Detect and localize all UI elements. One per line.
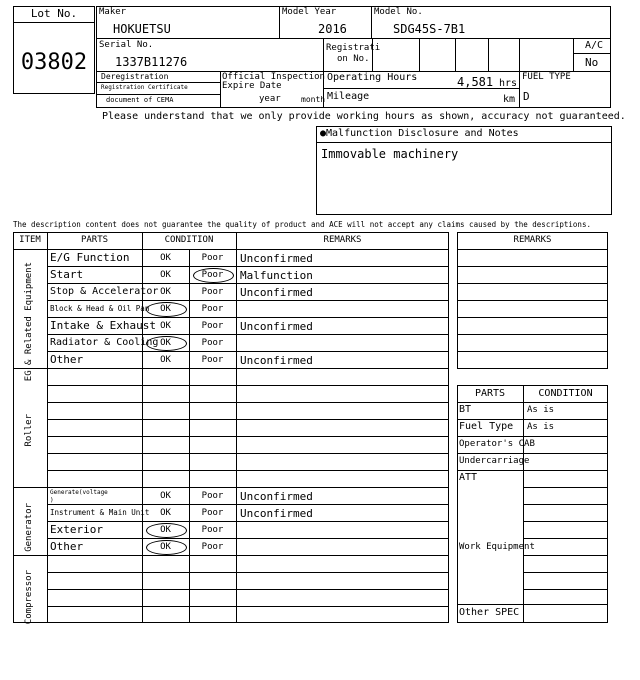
- remarks-header: REMARKS: [323, 235, 362, 245]
- work-equipment-label: Work Equipment: [459, 542, 535, 552]
- operating-hours-value: 4,581: [457, 75, 494, 89]
- group-eg-label: EG & Related Equipment: [24, 262, 34, 382]
- eg-row-5-poor: Poor: [201, 321, 224, 331]
- eg-row-7-part: Other: [50, 353, 84, 366]
- model-no-label: Model No.: [374, 7, 423, 17]
- eg-row-5-part: Intake & Exhaust: [50, 319, 156, 332]
- malfunction-notes: Immovable machinery: [321, 147, 459, 161]
- eg-row-1-remark: Unconfirmed: [240, 252, 313, 265]
- gen-row-2-remark: Unconfirmed: [240, 507, 313, 520]
- gen-row-4-part: Other: [50, 540, 84, 553]
- serial-value: 1337B11276: [115, 55, 188, 69]
- group-generator-label: Generator: [24, 503, 34, 552]
- eg-row-2-remark: Malfunction: [240, 269, 313, 282]
- fuel-type-part-value: As is: [527, 422, 555, 432]
- registration-label-1: Registrati: [326, 43, 381, 53]
- inspection-label-2: Expire Date: [222, 81, 282, 91]
- gen-row-3-part: Exterior: [50, 523, 103, 536]
- gen-row-4-ok-circle: [146, 540, 187, 555]
- eg-row-3-remark: Unconfirmed: [240, 286, 313, 299]
- model-year-value: 2016: [318, 22, 347, 36]
- gen-row-4-poor: Poor: [201, 542, 224, 552]
- cema-document-label: document of CEMA: [106, 96, 174, 104]
- gen-row-3-ok: OK: [160, 525, 171, 535]
- gen-row-4-ok: OK: [160, 542, 171, 552]
- gen-row-2-part: Instrument & Main Unit: [50, 508, 150, 517]
- eg-row-1-poor: Poor: [201, 253, 224, 263]
- ac-label: A/C: [585, 40, 604, 51]
- model-no-value: SDG45S-7B1: [393, 22, 466, 36]
- registration-certificate-label: Registration Certificate: [101, 84, 188, 91]
- operating-hours-label: Operating Hours: [327, 72, 418, 83]
- eg-row-7-remark: Unconfirmed: [240, 354, 313, 367]
- eg-row-4-ok: OK: [160, 304, 171, 314]
- eg-row-6-ok: OK: [160, 338, 171, 348]
- right-remarks-header: REMARKS: [513, 235, 552, 245]
- bt-value: As is: [527, 405, 555, 415]
- hours-notice: Please understand that we only provide working hours as shown, accuracy not guaranteed.: [102, 111, 626, 122]
- eg-row-1-ok: OK: [160, 253, 171, 263]
- eg-row-1-part: E/G Function: [50, 251, 130, 264]
- eg-row-2-part: Start: [50, 268, 84, 281]
- lot-label: Lot No.: [30, 7, 78, 20]
- right-parts-header: PARTS: [474, 388, 506, 399]
- eg-row-3-ok: OK: [160, 287, 171, 297]
- operators-cab-label: Operator's CAB: [459, 439, 535, 449]
- maker-label: Maker: [99, 7, 127, 17]
- fuel-type-part-label: Fuel Type: [459, 421, 514, 432]
- eg-row-5-remark: Unconfirmed: [240, 320, 313, 333]
- inspection-month-label: month: [301, 95, 326, 104]
- eg-row-6-part: Radiator & Cooling: [50, 337, 159, 348]
- gen-row-1-ok: OK: [160, 491, 171, 501]
- deregistration-label: Deregistration: [101, 72, 169, 81]
- parts-header: PARTS: [80, 235, 109, 245]
- item-header: ITEM: [19, 235, 41, 245]
- gen-row-1-poor: Poor: [201, 491, 224, 501]
- eg-row-2-ok: OK: [160, 270, 171, 280]
- eg-row-6-ok-circle: [146, 336, 187, 351]
- gen-row-2-ok: OK: [160, 508, 171, 518]
- right-condition-header: CONDITION: [538, 388, 593, 399]
- condition-header: CONDITION: [164, 235, 214, 245]
- undercarriage-label: Undercarriage: [459, 456, 530, 466]
- mileage-unit: km: [503, 94, 516, 105]
- gen-row-2-poor: Poor: [201, 508, 224, 518]
- maker-value: HOKUETSU: [113, 22, 171, 36]
- eg-row-5-ok: OK: [160, 321, 171, 331]
- inspection-year-label: year: [259, 94, 281, 104]
- model-year-label: Model Year: [282, 7, 337, 17]
- lot-number: 03802: [20, 50, 88, 75]
- fuel-type-label: FUEL TYPE: [522, 72, 571, 82]
- group-compressor-label: Compressor: [24, 570, 34, 625]
- att-label: ATT: [459, 472, 478, 483]
- malfunction-box: [316, 126, 612, 215]
- eg-row-4-part: Block & Head & Oil Pan: [50, 304, 150, 313]
- registration-label-2: on No.: [337, 54, 370, 64]
- eg-row-2-poor-circle: [193, 268, 234, 283]
- eg-row-4-poor: Poor: [201, 304, 224, 314]
- eg-row-7-ok: OK: [160, 355, 171, 365]
- operating-hours-unit: hrs: [499, 78, 518, 89]
- malfunction-title: ●Malfunction Disclosure and Notes: [320, 128, 519, 139]
- fuel-type-value: D: [523, 90, 530, 103]
- eg-row-6-poor: Poor: [201, 338, 224, 348]
- gen-row-3-ok-circle: [146, 523, 187, 538]
- mileage-label: Mileage: [327, 91, 370, 102]
- eg-row-4-ok-circle: [146, 302, 187, 317]
- gen-row-1-remark: Unconfirmed: [240, 490, 313, 503]
- ac-value: No: [585, 56, 599, 69]
- gen-row-3-poor: Poor: [201, 525, 224, 535]
- eg-row-3-poor: Poor: [201, 287, 224, 297]
- disclaimer: The description content does not guarantee the quality of product and ACE will not accept any claims caused by the descriptions.: [13, 220, 591, 229]
- inspection-label-1: Official Inspection: [222, 72, 325, 82]
- group-roller-label: Roller: [24, 414, 34, 447]
- serial-label: Serial No.: [99, 40, 154, 50]
- eg-row-7-poor: Poor: [201, 355, 224, 365]
- other-spec-label: Other SPEC: [459, 607, 520, 618]
- eg-row-2-poor: Poor: [201, 270, 224, 280]
- eg-row-3-part: Stop & Accelerator: [50, 286, 159, 297]
- gen-row-1-part: Generate(voltage ): [50, 489, 108, 504]
- bt-label: BT: [459, 404, 472, 415]
